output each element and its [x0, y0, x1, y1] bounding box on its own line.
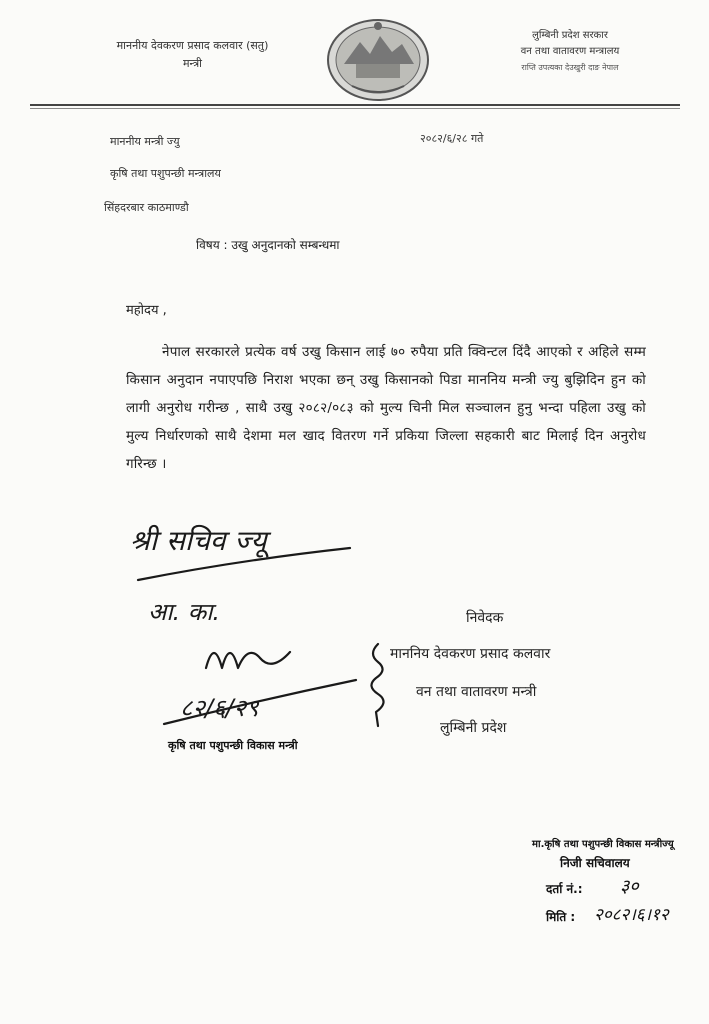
registration-number-value: ३० — [620, 876, 639, 897]
recipient-line2: कृषि तथा पशुपन्छी मन्त्रालय — [110, 167, 221, 180]
signatory-title: वन तथा वातावरण मन्त्री — [416, 684, 537, 700]
handwritten-initials — [206, 652, 290, 668]
registration-date-label: मिति : — [546, 910, 576, 924]
letterhead-right — [470, 28, 670, 76]
minister-title-header: मन्त्री — [182, 57, 203, 70]
handwritten-date: ८२/६/२९ — [180, 694, 259, 722]
province-government: लुम्बिनी प्रदेश सरकार — [532, 30, 608, 41]
letter-date: २०८२/६/२८ गते — [420, 132, 484, 145]
subject-line: विषय : उखु अनुदानको सम्बन्धमा — [196, 238, 340, 252]
government-emblem-icon — [322, 14, 434, 102]
salutation: महोदय , — [126, 303, 167, 318]
signatory-name: माननिय देवकरण प्रसाद कलवार — [390, 646, 551, 662]
handwritten-line2: आ. का. — [148, 598, 221, 626]
letterhead-left — [70, 37, 315, 73]
minister-name-header: माननीय देवकरण प्रसाद कलवार (सतु) — [116, 39, 269, 52]
registration-office-line2: निजी सचिवालय — [560, 856, 630, 870]
recipient-line1: माननीय मन्त्री ज्यु — [110, 135, 180, 148]
letter-body: नेपाल सरकारले प्रत्येक वर्ष उखु किसान लाई ७० रुपैया प्रति क्विन्टल दिंदै आएको र अहिले सम्म किसान अनुदान नपाएपछि निराश भएका छन् उखु किसानको पिडा माननिय मन्त्री ज्यु बुझिदिन हुन को लागी अनुरोध गरीन्छ , साथै उखु २०८२/०८३ को मुल्य चिनी मिल सञ्चालन हुनु भन्दा पहिला उखु को मुल्य निर्धारणको साथै देशमा मल खाद वितरण गर्ने प्रकिया जिल्ला सहकारी बाट मिलाई दिन अनुरोध गरिन्छ । — [126, 344, 646, 472]
ministry-address: राप्ति उपत्यका देउखुरी दाङ नेपाल — [521, 63, 619, 72]
handwritten-line1: श्री सचिव ज्यू — [130, 524, 267, 557]
handwritten-note — [120, 480, 360, 740]
header-divider-thin — [30, 108, 680, 109]
ministry-name-header: वन तथा वातावरण मन्त्रालय — [520, 46, 620, 57]
signature-stroke — [371, 644, 383, 726]
minister-stamp: कृषि तथा पशुपन्छी विकास मन्त्री — [168, 739, 298, 752]
registration-office-line1: मा.कृषि तथा पशुपन्छी विकास मन्त्रीज्यू — [532, 839, 674, 850]
applicant-label: निवेदक — [466, 610, 504, 626]
signatory-office: लुम्बिनी प्रदेश — [440, 720, 507, 736]
header-divider — [30, 104, 680, 106]
registration-number-label: दर्ता नं.: — [546, 882, 583, 896]
recipient-line3: सिंहदरबार काठमाण्डौ — [104, 201, 189, 214]
registration-date-value: २०८२।६।१२ — [594, 905, 669, 925]
